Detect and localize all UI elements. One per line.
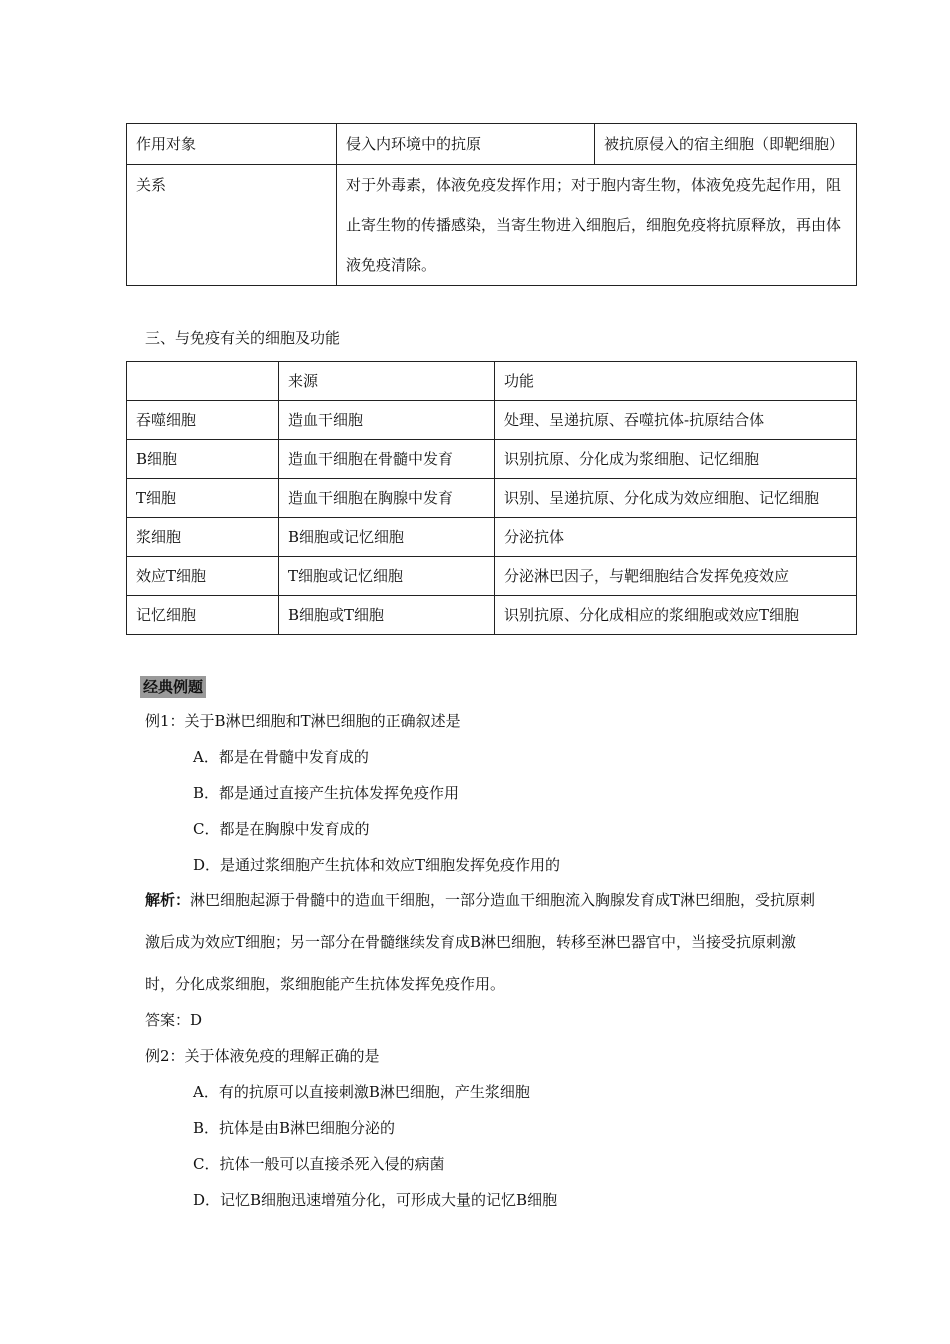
table-cell: T细胞或记忆细胞 bbox=[279, 557, 495, 596]
table-row bbox=[127, 124, 857, 165]
table-cell: 处理、呈递抗原、吞噬抗体-抗原结合体 bbox=[495, 401, 857, 440]
table-header-cell: 来源 bbox=[279, 362, 495, 401]
example1-analysis bbox=[145, 879, 825, 1005]
immunity-comparison-table bbox=[126, 123, 857, 286]
example1-option-a: A．都是在骨髓中发育成的 bbox=[193, 748, 369, 766]
table-header-cell: 功能 bbox=[495, 362, 857, 401]
example2-question: 例2：关于体液免疫的理解正确的是 bbox=[145, 1047, 380, 1065]
table-cell: T细胞 bbox=[127, 479, 279, 518]
example2-option-d: D．记忆B细胞迅速增殖分化，可形成大量的记忆B细胞 bbox=[193, 1191, 558, 1209]
section-title: 三、与免疫有关的细胞及功能 bbox=[145, 329, 341, 347]
analysis-label: 解析： bbox=[145, 891, 191, 909]
example1-option-c: C．都是在胸腺中发育成的 bbox=[193, 820, 370, 838]
example2-option-b: B．抗体是由B淋巴细胞分泌的 bbox=[193, 1119, 396, 1137]
table-cell: 关系 bbox=[127, 165, 337, 286]
immune-cells-table bbox=[126, 361, 857, 635]
example1-question: 例1：关于B淋巴细胞和T淋巴细胞的正确叙述是 bbox=[145, 712, 461, 730]
analysis-text: 淋巴细胞起源于骨髓中的造血干细胞，一部分造血干细胞流入胸腺发育成T淋巴细胞，受抗原刺激后成为效应T细胞；另一部分在骨髓继续发育成B淋巴细胞，转移至淋巴器官中，当接受抗原刺激时，分化成浆细胞，浆细胞能产生抗体发挥免疫作用。 bbox=[145, 891, 816, 993]
table-row bbox=[127, 557, 857, 596]
table-header-cell bbox=[127, 362, 279, 401]
example2-option-c: C．抗体一般可以直接杀死入侵的病菌 bbox=[193, 1155, 445, 1173]
table-cell: B细胞或T细胞 bbox=[279, 596, 495, 635]
table-cell: 造血干细胞在骨髓中发育 bbox=[279, 440, 495, 479]
example1-answer: 答案：D bbox=[145, 1011, 203, 1029]
table-cell: 识别抗原、分化成相应的浆细胞或效应T细胞 bbox=[495, 596, 857, 635]
example2-option-a: A．有的抗原可以直接刺激B淋巴细胞，产生浆细胞 bbox=[193, 1083, 530, 1101]
table-cell: 侵入内环境中的抗原 bbox=[337, 124, 595, 165]
table-cell: 吞噬细胞 bbox=[127, 401, 279, 440]
table-cell: 作用对象 bbox=[127, 124, 337, 165]
table-cell: 分泌抗体 bbox=[495, 518, 857, 557]
table-cell: 效应T细胞 bbox=[127, 557, 279, 596]
table-row bbox=[127, 440, 857, 479]
table-cell: 分泌淋巴因子，与靶细胞结合发挥免疫效应 bbox=[495, 557, 857, 596]
table-cell: 造血干细胞在胸腺中发育 bbox=[279, 479, 495, 518]
table-cell: 浆细胞 bbox=[127, 518, 279, 557]
table-cell: B细胞或记忆细胞 bbox=[279, 518, 495, 557]
table-cell: 被抗原侵入的宿主细胞（即靶细胞） bbox=[595, 124, 857, 165]
table-cell: 识别、呈递抗原、分化成为效应细胞、记忆细胞 bbox=[495, 479, 857, 518]
table-row bbox=[127, 479, 857, 518]
table-cell: B细胞 bbox=[127, 440, 279, 479]
table-row bbox=[127, 596, 857, 635]
table-cell: 造血干细胞 bbox=[279, 401, 495, 440]
examples-heading: 经典例题 bbox=[140, 676, 206, 698]
table-header-row bbox=[127, 362, 857, 401]
table-cell: 对于外毒素，体液免疫发挥作用；对于胞内寄生物，体液免疫先起作用，阻止寄生物的传播感染，当寄生物进入细胞后，细胞免疫将抗原释放，再由体液免疫清除。 bbox=[337, 165, 857, 286]
example1-option-b: B．都是通过直接产生抗体发挥免疫作用 bbox=[193, 784, 460, 802]
table-row bbox=[127, 401, 857, 440]
table-cell: 记忆细胞 bbox=[127, 596, 279, 635]
table-row bbox=[127, 165, 857, 286]
example1-option-d: D．是通过浆细胞产生抗体和效应T细胞发挥免疫作用的 bbox=[193, 856, 561, 874]
table-row bbox=[127, 518, 857, 557]
table-cell: 识别抗原、分化成为浆细胞、记忆细胞 bbox=[495, 440, 857, 479]
